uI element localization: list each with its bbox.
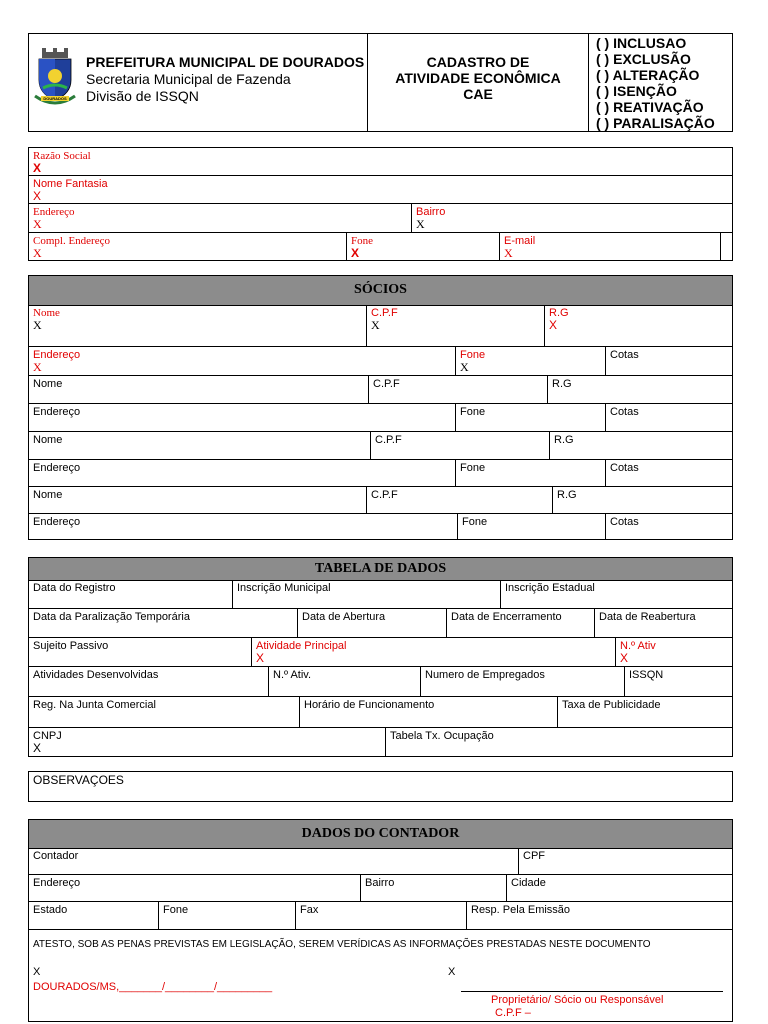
operation-options (588, 34, 733, 132)
socio-4-endereco[interactable] (29, 514, 458, 539)
form-title-line-2: ATIVIDADE ECONÔMICA (395, 70, 561, 86)
contador-field[interactable] (29, 848, 519, 875)
bairro-value: X (416, 217, 425, 231)
option-paralisacao[interactable]: ( ) PARALISAÇÃO (596, 115, 715, 131)
contador-section (28, 819, 733, 1022)
empresa-section (28, 147, 733, 261)
taxa-publicidade-label: Taxa de Publicidade (562, 699, 661, 711)
razao-social-label: Razão Social (33, 150, 91, 162)
contador-cpf-field[interactable] (519, 848, 732, 875)
socio-3-endereco[interactable] (29, 460, 456, 487)
socio-4-endereco-label: Endereço (33, 516, 81, 528)
socio-3-nome[interactable] (29, 432, 371, 460)
socio-1-endereco-label: Endereço (33, 349, 81, 361)
data-encerramento-field[interactable] (447, 609, 595, 638)
socio-2-rg-label: R.G (552, 378, 572, 390)
socio-4-cpf[interactable] (367, 487, 553, 514)
socio-3-nome-label: Nome (33, 434, 63, 446)
socio-4-nome[interactable] (29, 487, 367, 514)
socio-4-rg-label: R.G (557, 489, 577, 501)
contador-estado-label: Estado (33, 904, 68, 916)
socio-4-nome-label: Nome (33, 489, 63, 501)
n-ativ-label: N.º Ativ (620, 640, 656, 652)
inscricao-municipal-label: Inscrição Municipal (237, 582, 331, 594)
contador-endereco-field[interactable] (29, 875, 361, 902)
socio-2-cotas[interactable] (606, 404, 732, 432)
contador-fone-field[interactable] (159, 902, 296, 930)
socio-1-nome-label: Nome (33, 307, 60, 319)
divisao: Divisão de ISSQN (86, 88, 199, 104)
compl-endereco-field[interactable] (29, 233, 347, 260)
contador-cidade-label: Cidade (511, 877, 546, 889)
cnpj-field[interactable] (29, 728, 386, 756)
n-ativ-value: X (620, 651, 629, 665)
socios-title: SÓCIOS (29, 276, 732, 306)
socio-4-cotas-label: Cotas (610, 516, 639, 528)
reg-junta-field[interactable] (29, 697, 300, 728)
socio-1-rg[interactable] (545, 305, 732, 347)
option-alteracao[interactable]: ( ) ALTERAÇÃO (596, 67, 700, 83)
resp-emissao-field[interactable] (467, 902, 732, 930)
form-title (368, 54, 588, 102)
tabela-tx-label: Tabela Tx. Ocupação (390, 730, 494, 742)
nome-fantasia-field[interactable] (29, 176, 732, 204)
observacoes-label: OBSERVAÇOES (33, 773, 124, 787)
socio-4-fone[interactable] (458, 514, 606, 539)
atividade-principal-label: Atividade Principal (256, 640, 347, 652)
horario-field[interactable] (300, 697, 558, 728)
socio-1-fone[interactable] (456, 347, 606, 376)
socio-1-fone-value: X (460, 360, 469, 374)
fone-label: Fone (351, 235, 373, 247)
endereco-field[interactable] (29, 204, 412, 233)
socio-2-fone-label: Fone (460, 406, 486, 418)
taxa-publicidade-field[interactable] (558, 697, 732, 728)
socio-2-fone[interactable] (456, 404, 606, 432)
contador-endereco-label: Endereço (33, 877, 81, 889)
socio-3-endereco-label: Endereço (33, 462, 81, 474)
contador-cpf-label: CPF (523, 850, 545, 862)
socio-1-rg-label: R.G (549, 307, 569, 319)
socio-1-cpf-value: X (371, 318, 380, 332)
sujeito-passivo-label: Sujeito Passivo (33, 640, 109, 652)
inscricao-municipal-field[interactable] (233, 580, 501, 609)
tabela-tx-field[interactable] (386, 728, 732, 756)
endereco-value: X (33, 217, 42, 231)
horario-label: Horário de Funcionamento (304, 699, 435, 711)
nome-fantasia-label: Nome Fantasia (33, 178, 108, 190)
socio-1-cpf-label: C.P.F (371, 307, 398, 319)
atividade-principal-field[interactable] (252, 638, 616, 667)
tabela-section (28, 557, 733, 757)
bairro-field[interactable] (412, 204, 732, 233)
socio-3-cpf[interactable] (371, 432, 550, 460)
contador-bairro-field[interactable] (361, 875, 507, 902)
socio-2-nome[interactable] (29, 376, 369, 404)
socio-2-cpf-label: C.P.F (373, 378, 400, 390)
data-registro-label: Data do Registro (33, 582, 116, 594)
atividade-principal-value: X (256, 651, 265, 665)
signature-x-right: X (448, 966, 456, 978)
sujeito-passivo-field[interactable] (29, 638, 252, 667)
socio-1-cpf[interactable] (367, 305, 545, 347)
contador-cidade-field[interactable] (507, 875, 732, 902)
data-abertura-label: Data de Abertura (302, 611, 386, 623)
option-inclusao[interactable]: ( ) INCLUSAO (596, 35, 687, 51)
socio-2-rg[interactable] (548, 376, 732, 404)
secretaria: Secretaria Municipal de Fazenda (86, 71, 291, 87)
numero-empregados-field[interactable] (421, 667, 625, 697)
n-ativ-2-label: N.º Ativ. (273, 669, 312, 681)
option-isencao[interactable]: ( ) ISENÇÃO (596, 83, 677, 99)
compl-endereco-label: Compl. Endereço (33, 235, 110, 247)
data-paralizacao-field[interactable] (29, 609, 298, 638)
socio-3-fone[interactable] (456, 460, 606, 487)
socios-section (28, 275, 733, 540)
issqn-label: ISSQN (629, 669, 664, 681)
socio-2-cpf[interactable] (369, 376, 548, 404)
bairro-label: Bairro (416, 206, 446, 218)
atividades-desenvolvidas-field[interactable] (29, 667, 269, 697)
socio-1-rg-value: X (549, 318, 558, 332)
issqn-field[interactable] (625, 667, 732, 697)
contador-title: DADOS DO CONTADOR (29, 820, 732, 849)
contador-fax-field[interactable] (296, 902, 467, 930)
form-title-line-3: CAE (463, 86, 493, 102)
cnpj-label: CNPJ (33, 730, 62, 742)
socio-3-cotas[interactable] (606, 460, 732, 487)
org-name: PREFEITURA MUNICIPAL DE DOURADOS (86, 54, 365, 70)
proprietario-label: Proprietário/ Sócio ou Responsável (491, 994, 664, 1006)
socio-3-cpf-label: C.P.F (375, 434, 402, 446)
signature-x-left: X (33, 966, 41, 978)
atividades-desenvolvidas-label: Atividades Desenvolvidas (33, 669, 159, 681)
contador-estado-field[interactable] (29, 902, 159, 930)
fone-field[interactable] (347, 233, 500, 260)
razao-social-field[interactable] (29, 148, 732, 176)
socio-1-endereco[interactable] (29, 347, 456, 376)
nome-fantasia-value: X (33, 189, 42, 203)
form-title-line-1: CADASTRO DE (426, 54, 530, 70)
compl-endereco-value: X (33, 246, 42, 260)
socio-1-nome-value: X (33, 318, 42, 332)
option-exclusao[interactable]: ( ) EXCLUSÃO (596, 51, 691, 67)
resp-emissao-label: Resp. Pela Emissão (471, 904, 571, 916)
socio-1-cotas[interactable] (606, 347, 732, 376)
socio-3-rg-label: R.G (554, 434, 574, 446)
form-header (28, 33, 733, 132)
data-abertura-field[interactable] (298, 609, 447, 638)
socio-2-endereco-label: Endereço (33, 406, 81, 418)
socio-2-endereco[interactable] (29, 404, 456, 432)
dourados-date-line[interactable]: DOURADOS/MS,_______/________/_________ (33, 981, 273, 993)
socio-4-rg[interactable] (553, 487, 732, 514)
contador-bairro-label: Bairro (365, 877, 395, 889)
cpf-sign-label: C.P.F – (495, 1007, 531, 1019)
endereco-label: Endereço (33, 206, 75, 218)
data-reabertura-field[interactable] (595, 609, 732, 638)
contador-label: Contador (33, 850, 79, 862)
socio-1-endereco-value: X (33, 360, 42, 374)
socio-1-nome[interactable] (29, 305, 367, 347)
email-label: E-mail (504, 235, 536, 247)
reg-junta-label: Reg. Na Junta Comercial (33, 699, 156, 711)
socio-2-nome-label: Nome (33, 378, 63, 390)
socio-4-cotas[interactable] (606, 514, 732, 539)
inscricao-estadual-field[interactable] (501, 580, 732, 609)
numero-empregados-label: Numero de Empregados (425, 669, 545, 681)
socio-4-fone-label: Fone (462, 516, 488, 528)
data-paralizacao-label: Data da Paralização Temporária (33, 611, 190, 623)
inscricao-estadual-label: Inscrição Estadual (505, 582, 595, 594)
n-ativ-2-field[interactable] (269, 667, 421, 697)
socio-3-fone-label: Fone (460, 462, 486, 474)
crest-caption: DOURADOS (41, 96, 69, 101)
contador-fone-label: Fone (163, 904, 189, 916)
socio-3-rg[interactable] (550, 432, 732, 460)
razao-social-value: X (33, 161, 42, 175)
n-ativ-field[interactable] (616, 638, 732, 667)
signature-line[interactable] (461, 991, 723, 992)
atesto-text: ATESTO, SOB AS PENAS PREVISTAS EM LEGISLAÇÃO, SEREM VERÍDICAS AS INFORMAÇÕES PRESTADAS NESTE DOCUMENTO (33, 939, 651, 950)
data-encerramento-label: Data de Encerramento (451, 611, 562, 623)
data-registro-field[interactable] (29, 580, 233, 609)
email-value: X (504, 246, 513, 260)
socio-2-cotas-label: Cotas (610, 406, 639, 418)
data-reabertura-label: Data de Reabertura (599, 611, 696, 623)
socio-4-cpf-label: C.P.F (371, 489, 398, 501)
email-field[interactable] (500, 233, 721, 260)
tabela-title: TABELA DE DADOS (29, 558, 732, 581)
contador-fax-label: Fax (300, 904, 319, 916)
cnpj-value: X (33, 741, 42, 755)
socio-1-cotas-label: Cotas (610, 349, 639, 361)
socio-3-cotas-label: Cotas (610, 462, 639, 474)
socio-1-fone-label: Fone (460, 349, 486, 361)
observacoes-field[interactable] (28, 771, 733, 802)
fone-value: X (351, 246, 360, 260)
crest-logo (33, 48, 77, 112)
option-reativacao[interactable]: ( ) REATIVAÇÃO (596, 99, 704, 115)
